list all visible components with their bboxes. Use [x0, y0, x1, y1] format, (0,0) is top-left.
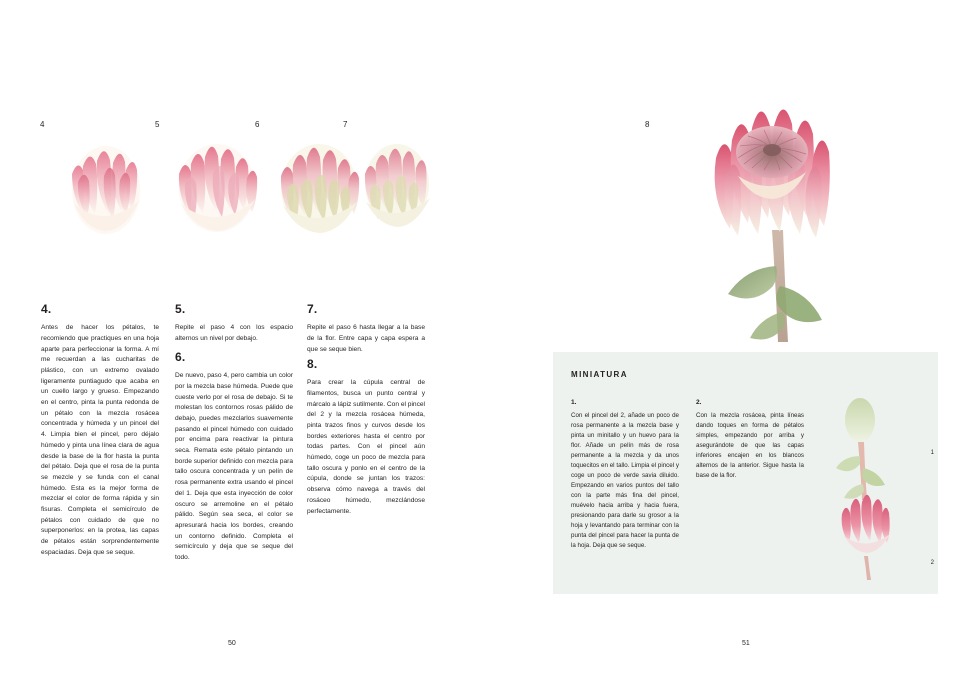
figure-number: 8: [645, 120, 650, 129]
miniatura-panel: [553, 352, 938, 594]
figure-number: 5: [155, 120, 160, 129]
protea-bud-svg: [355, 128, 445, 233]
figure-number: 4: [40, 120, 45, 129]
step-column-6: [175, 348, 293, 572]
step-column-4: [41, 300, 159, 566]
miniatura-item-text: Con la mezcla rosácea, pinta líneas dando toques en forma de pétalos simples, empezando por arriba y asegurándote de que las capas inferiores encajen en los blancos alternos de la anterior. Sigue hasta la base de la flor.: [696, 411, 804, 479]
miniatura-illustrations: [818, 392, 928, 582]
figure-step-4: [40, 120, 160, 290]
protea-illustration-8-finished: [660, 80, 910, 350]
miniatura-item-number: 2.: [696, 399, 702, 406]
protea-illustration-7: [355, 128, 445, 238]
step-column-5: [175, 300, 293, 353]
miniatura-item-number: 1.: [571, 399, 577, 406]
step-heading: 7.: [307, 302, 318, 316]
step-body: Repite el paso 6 hasta llegar a la base de la flor. Entre capa y capa espera a que se seque bien.: [307, 324, 425, 353]
miniatura-item-1: [571, 398, 679, 551]
step-column-7: [307, 300, 425, 363]
step-heading: 4.: [41, 302, 52, 316]
miniatura-item-2: [696, 398, 804, 481]
protea-illustration-4: [58, 126, 158, 241]
protea-bud-svg: [58, 126, 158, 236]
miniatura-art-svg: [818, 392, 928, 582]
page-number-right: 51: [742, 640, 750, 647]
step-body: Para crear la cúpula central de filamentos, busca un punto central y márcalo a lápiz sutilmente. Con el pincel del 2 y la mezcla rosácea húmeda, pinta trazos finos y curvos desde los bordes exteriores hasta el centro por todas partes. Con el pincel aún húmedo, coge un poco de mezcla para tallo oscura y ponlo en el centro de la cúpula, donde se juntan los trazos: observa cómo navega a través del rosáceo húmedo, mezclándose perfectamente.: [307, 379, 426, 515]
miniatura-art-label-2: 2: [930, 560, 934, 566]
figure-step-7: [343, 120, 463, 290]
step-column-8: [307, 355, 425, 525]
step-heading: 6.: [175, 350, 186, 364]
step-heading: 8.: [307, 357, 318, 371]
finished-protea-svg: [660, 80, 910, 350]
miniatura-art-label-1: 1: [930, 450, 934, 456]
step-heading: 5.: [175, 302, 186, 316]
step-body: Repite el paso 4 con los espacio alternos un nivel por debajo.: [175, 324, 293, 343]
figure-number: 7: [343, 120, 348, 129]
step-body: De nuevo, paso 4, pero cambia un color por la mezcla base húmeda. Puede que cueste verlo por el rosa de debajo. Si te molestan los contornos rosas pálido de debajo, puedes mezclarlos suavemente pasando el pincel húmedo con cuidado por encima para reactivar la pintura seca. Remata este pétalo pintando un borde superior definido con mezcla para tallo oscura concentrada y un pelín de rosa permanente extra usando el pincel del 1. Deja que esta inyección de color oscuro se arremoline en el pétalo pálido. Según sea seca, el color se apresurará hacia los bordes, creando un contorno definido. Completa el semicírculo y deja que se seque del todo.: [175, 372, 293, 561]
page-number-left: 50: [228, 640, 236, 647]
miniatura-title: MINIATURA: [571, 370, 628, 379]
figure-number: 6: [255, 120, 260, 129]
step-body: Antes de hacer los pétalos, te recomiendo que practiques en una hoja aparte para perfeccionar la forma. A mí me recuerdan a las cucharitas de plástico, con un extremo ovalado ligeramente puntiagudo que acaba en un cuello largo y grueso. Empezando en el centro, pinta la punta redonda de un pétalo con la mezcla rosácea concentrada y húmeda y un pincel del 4. Limpia bien el pincel, pero déjalo húmedo y pinta una línea clara de agua desde la base de la flor hasta la punta del pétalo. Deja que el rosa de la punta se mezcle y se funda con el canal húmedo. Esta es la mejor forma de mezclar el color de forma rápida y sin fisuras. Completa el semicírculo de pétalos con cuidado de que no superponerlos: en la protea, las capas de pétalos están sorprendentemente espaciadas. Deja que se seque.: [41, 324, 159, 556]
miniatura-item-text: Con el pincel del 2, añade un poco de rosa permanente a la mezcla base y pinta un minitallo y un huevo para la flor. Añade un pelín más de rosa permanente a la mezcla y da unos toquecitos en el tallo. Limpia el pincel y coge un poco de verde savia diluido. Empezando en varios puntos del tallo con la parte más fina del pincel, muévelo hacia arriba y hacia fuera, presionando para darle su grosor a la hoja y levantando para terminar con la punta del pincel para hacer la punta de la hoja. Deja que se seque.: [571, 411, 679, 550]
